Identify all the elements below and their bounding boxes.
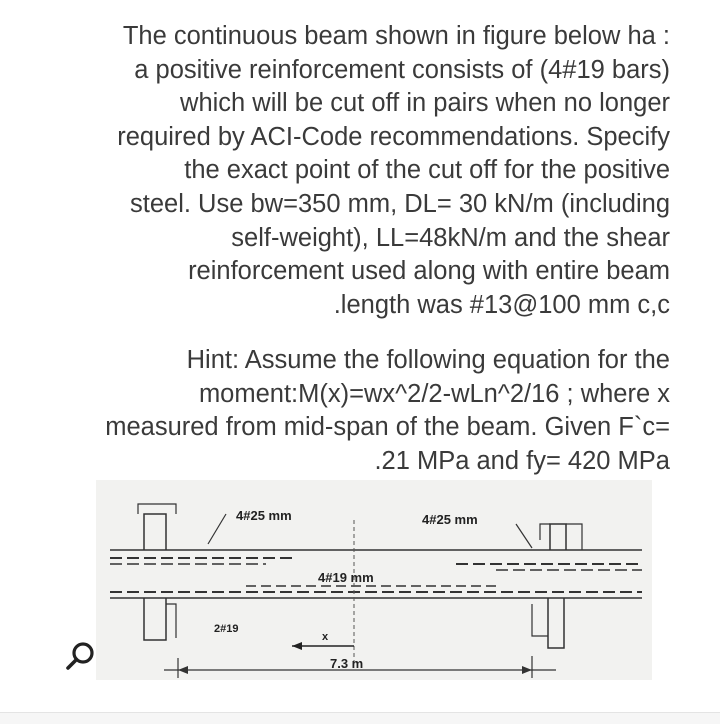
leader-top-left xyxy=(208,514,226,544)
hint-paragraph xyxy=(20,344,670,478)
leader-top-right xyxy=(516,524,532,548)
problem-line: self-weight), LL=48kN/m and the shear xyxy=(231,223,670,252)
right-column-bottom xyxy=(548,598,564,648)
problem-line: a positive reinforcement consists of (4#19 bars) xyxy=(134,55,670,84)
search-icon[interactable] xyxy=(64,640,98,674)
problem-statement xyxy=(40,20,670,322)
hint-line: moment:M(x)=wx^2/2-wLn^2/16 ; where x xyxy=(198,379,670,408)
beam-drawing xyxy=(96,480,652,680)
problem-line: steel. Use bw=350 mm, DL= 30 kN/m (including xyxy=(130,189,670,218)
label-top-right: 4#25 mm xyxy=(422,512,478,527)
hint-line: .21 MPa and fy= 420 MPa xyxy=(374,446,670,475)
bottom-bar xyxy=(0,712,720,724)
beam-figure xyxy=(96,480,652,680)
span-arrow-left xyxy=(178,666,188,674)
right-column-top-edge xyxy=(540,524,550,540)
problem-line: required by ACI-Code recommendations. Specify xyxy=(117,122,670,151)
x-arrowhead xyxy=(292,642,302,650)
right-column-bottom-edge xyxy=(532,604,548,636)
left-column-bottom-edge xyxy=(166,604,176,638)
label-middle: 4#19 mm xyxy=(318,570,374,585)
left-column-bottom xyxy=(144,598,166,640)
span-arrow-right xyxy=(522,666,532,674)
right-column-top-cap xyxy=(566,524,582,550)
hint-line: Hint: Assume the following equation for the xyxy=(186,346,670,374)
problem-line: reinforcement used along with entire beam xyxy=(188,257,670,286)
left-column-top xyxy=(144,514,166,550)
left-column-top-cap xyxy=(138,504,176,514)
problem-line: The continuous beam shown in figure below ha : xyxy=(122,22,670,50)
hint-line: measured from mid-span of the beam. Given F`c= xyxy=(105,413,670,442)
label-x: x xyxy=(322,631,329,643)
label-span: 7.3 m xyxy=(330,656,364,671)
problem-line: which will be cut off in pairs when no longer xyxy=(180,89,670,118)
label-bottom-left: 2#19 xyxy=(214,623,239,635)
label-top-left: 4#25 mm xyxy=(236,508,292,523)
problem-line: .length was #13@100 mm c,c xyxy=(333,290,670,319)
problem-line: the exact point of the cut off for the positive xyxy=(184,156,670,185)
right-column-top xyxy=(550,524,566,550)
